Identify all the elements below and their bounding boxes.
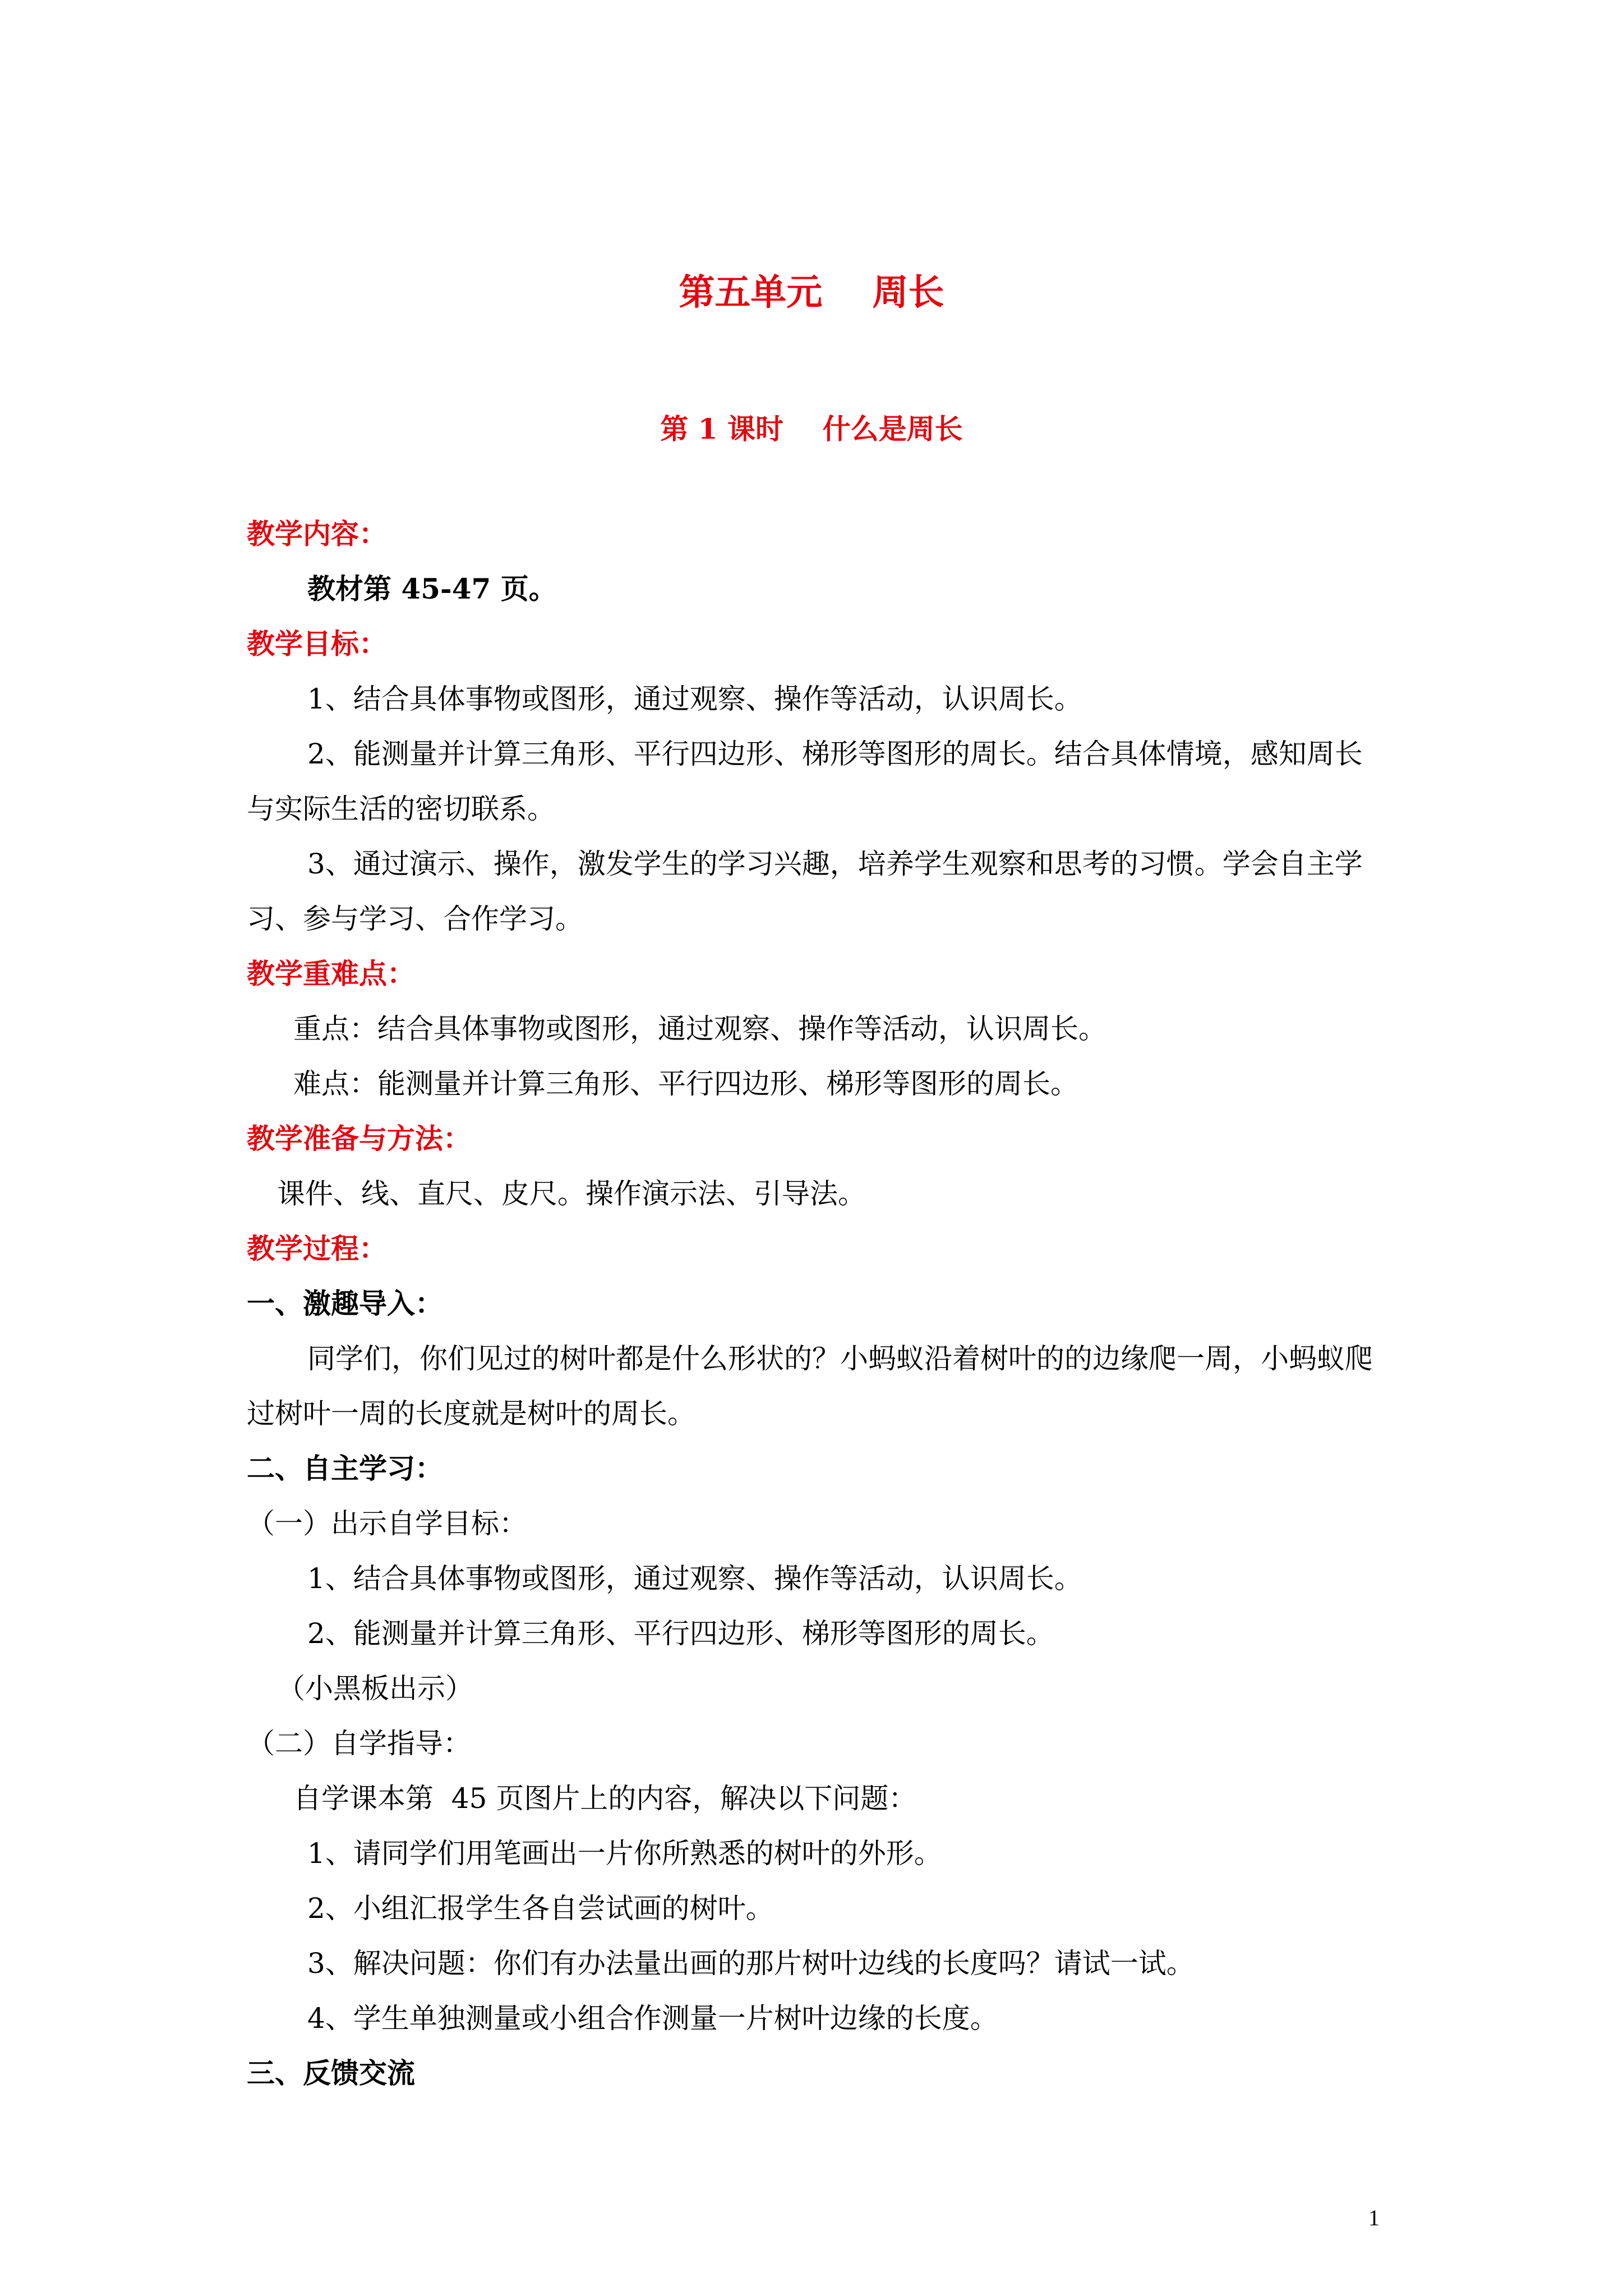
sub-2-item-4: 4、学生单独测量或小组合作测量一片树叶边缘的长度。 xyxy=(307,2002,998,2035)
sub-1-heading: （一）出示自学目标： xyxy=(247,1507,527,1540)
prep-text: 课件、线、直尺、皮尺。操作演示法、引导法。 xyxy=(277,1177,866,1210)
content-heading: 教学内容： xyxy=(247,517,387,550)
sub-1-note: （小黑板出示） xyxy=(277,1672,473,1705)
section-1-text-line-1: 同学们，你们见过的树叶都是什么形状的？小蚂蚁沿着树叶的的边缘爬一周，小蚂蚁爬 xyxy=(307,1342,1373,1375)
lesson-title: 第 1 课时 什么是周长 xyxy=(660,412,963,445)
goal-3-line-2: 习、参与学习、合作学习。 xyxy=(247,903,583,935)
goal-3-line-1: 3、通过演示、操作，激发学生的学习兴趣，培养学生观察和思考的习惯。学会自主学 xyxy=(307,848,1363,880)
content-text: 教材第 45-47 页。 xyxy=(307,572,557,605)
page-number: 1 xyxy=(1368,2205,1380,2230)
sub-2-item-2: 2、小组汇报学生各自尝试画的树叶。 xyxy=(307,1892,774,1925)
sub-2-item-3: 3、解决问题：你们有办法量出画的那片树叶边线的长度吗？请试一试。 xyxy=(307,1947,1195,1980)
section-3-heading: 三、反馈交流 xyxy=(247,2056,415,2090)
goal-2-line-1: 2、能测量并计算三角形、平行四边形、梯形等图形的周长。结合具体情境，感知周长 xyxy=(307,738,1363,770)
goal-2-line-2: 与实际生活的密切联系。 xyxy=(247,793,555,825)
sub-2-item-1: 1、请同学们用笔画出一片你所熟悉的树叶的外形。 xyxy=(307,1837,942,1870)
section-1-text-line-2: 过树叶一周的长度就是树叶的周长。 xyxy=(247,1397,695,1430)
goals-heading: 教学目标： xyxy=(247,627,387,660)
process-heading: 教学过程： xyxy=(247,1232,387,1265)
keypoints-heading: 教学重难点： xyxy=(247,957,415,990)
sub-2-intro: 自学课本第 45 页图片上的内容，解决以下问题： xyxy=(293,1782,917,1815)
sub-1-item-1: 1、结合具体事物或图形，通过观察、操作等活动，认识周长。 xyxy=(307,1562,1082,1595)
goal-1: 1、结合具体事物或图形，通过观察、操作等活动，认识周长。 xyxy=(307,683,1082,715)
difficulty-text: 难点：能测量并计算三角形、平行四边形、梯形等图形的周长。 xyxy=(293,1068,1078,1100)
sub-2-heading: （二）自学指导： xyxy=(247,1727,471,1760)
section-2-heading: 二、自主学习： xyxy=(247,1452,443,1485)
prep-heading: 教学准备与方法： xyxy=(247,1122,471,1155)
keypoint-text: 重点：结合具体事物或图形，通过观察、操作等活动，认识周长。 xyxy=(293,1013,1106,1045)
unit-title: 第五单元 周长 xyxy=(679,272,944,314)
section-1-heading: 一、激趣导入： xyxy=(247,1287,443,1320)
sub-1-item-2: 2、能测量并计算三角形、平行四边形、梯形等图形的周长。 xyxy=(307,1617,1054,1650)
